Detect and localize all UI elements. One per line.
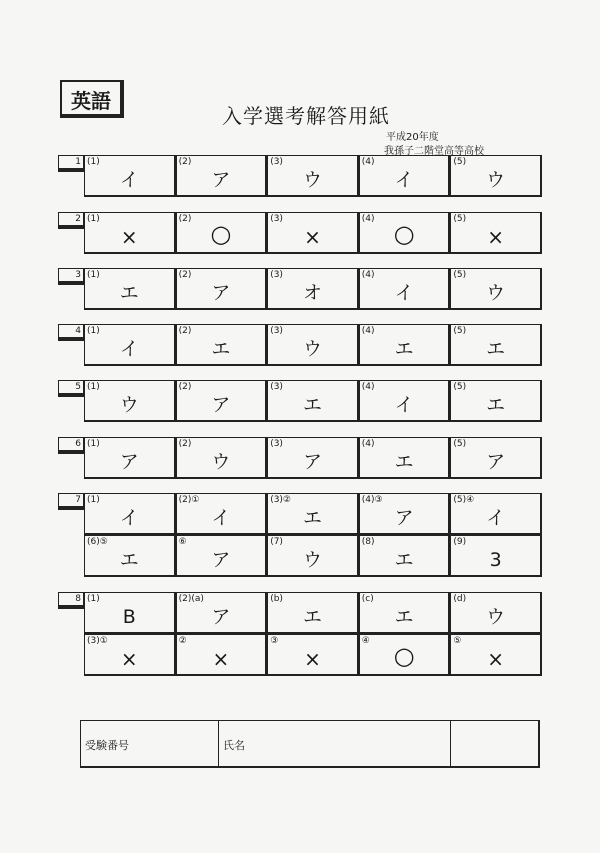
item-label: (1) [87,326,100,336]
answer-value: 3 [489,549,502,571]
answer-value: ウ [302,169,322,191]
answer-value: × [487,647,505,671]
answer-value: エ [119,549,139,571]
answer-value: エ [394,451,414,473]
item-label: (3) [270,382,283,392]
answer-value: ウ [119,394,139,416]
item-label: (3)① [87,636,108,646]
item-label: (5) [453,382,467,392]
answer-cell[interactable] [267,268,359,310]
answer-value: ウ [486,282,506,304]
exam-year: 平成20年度 [386,132,439,143]
item-label: (1) [87,594,100,604]
item-label: (2)① [178,495,200,505]
answer-cell[interactable] [359,493,451,535]
answer-value: ウ [211,451,231,473]
answer-cell[interactable] [450,155,542,197]
question-number: 1 [58,155,84,172]
answer-cell[interactable] [267,324,359,366]
answer-value: エ [302,394,322,416]
item-label: (1) [87,270,100,280]
answer-cell[interactable] [450,592,542,634]
answer-cell[interactable] [84,592,176,634]
subject-label: 英語 [60,80,124,118]
answer-cell[interactable] [267,437,359,479]
answer-value: ○ [210,220,232,248]
answer-value: ア [119,451,139,473]
answer-cell[interactable] [359,535,451,577]
answer-value: エ [211,338,231,360]
answer-value: ア [302,451,322,473]
item-label: (3) [270,157,283,167]
item-label: (2) [178,214,192,224]
answer-value: × [120,647,138,671]
answer-cell[interactable] [450,493,542,535]
answer-cell[interactable] [176,212,268,254]
answer-cell[interactable] [84,634,176,676]
item-label: (4)③ [361,495,383,505]
item-label: ③ [270,636,279,646]
answer-value: ○ [393,642,415,670]
answer-value: エ [394,338,414,360]
answer-value: ア [211,606,231,628]
answer-cell[interactable] [176,437,268,479]
answer-cell[interactable] [359,380,451,422]
item-label: (6)⑤ [87,537,108,547]
item-label: (2)(a) [178,594,204,604]
answer-value: エ [302,606,322,628]
item-label: (4) [361,382,375,392]
item-label: (7) [270,537,283,547]
question-number: 6 [58,437,84,454]
question-number: 8 [58,592,84,609]
answer-value: × [304,225,321,249]
item-label: ⑥ [178,537,187,547]
answer-cell[interactable] [450,268,542,310]
answer-cell[interactable] [84,155,176,197]
answer-value: × [487,225,505,249]
answer-value: エ [119,282,139,304]
answer-cell[interactable] [176,324,268,366]
question-number: 4 [58,324,84,341]
answer-cell[interactable] [450,634,542,676]
item-label: (4) [361,439,375,449]
item-label: (4) [361,157,375,167]
answer-cell[interactable] [267,493,359,535]
answer-cell[interactable] [359,324,451,366]
answer-value: ウ [302,338,322,360]
answer-value: イ [486,507,506,529]
answer-cell[interactable] [450,324,542,366]
item-label: ⑤ [453,636,462,646]
answer-cell[interactable] [450,380,542,422]
answer-cell[interactable] [359,155,451,197]
item-label: (8) [361,537,375,547]
answer-cell[interactable] [359,634,451,676]
question-number: 7 [58,493,84,510]
question-number: 3 [58,268,84,285]
answer-cell[interactable] [176,493,268,535]
name-label: 氏名 [223,739,245,752]
answer-value: イ [119,507,139,529]
item-label: ② [178,636,187,646]
item-label: (1) [87,382,100,392]
answer-value: イ [119,338,139,360]
answer-cell[interactable] [84,535,176,577]
item-label: (5)④ [453,495,475,505]
answer-cell[interactable] [267,634,359,676]
answer-cell[interactable] [84,380,176,422]
answer-value: × [120,225,138,249]
answer-value: エ [486,338,506,360]
answer-cell[interactable] [450,212,542,254]
item-label: (5) [453,270,467,280]
answer-value: イ [119,169,139,191]
answer-value: × [304,647,321,671]
answer-cell[interactable] [267,380,359,422]
item-label: (4) [361,270,375,280]
item-label: (1) [87,439,100,449]
item-label: (2) [178,382,192,392]
item-label: (2) [178,326,192,336]
answer-cell[interactable] [176,634,268,676]
item-label: ④ [361,636,370,646]
item-label: (4) [361,214,375,224]
item-label: (1) [87,157,100,167]
answer-cell[interactable] [84,493,176,535]
answer-value: エ [486,394,506,416]
item-label: (2) [178,439,192,449]
exam-number-label: 受験番号 [85,739,129,752]
answer-cell[interactable] [359,437,451,479]
answer-cell[interactable] [267,592,359,634]
answer-value: ア [394,507,414,529]
question-number: 2 [58,212,84,229]
answer-value: エ [302,507,322,529]
item-label: (3) [270,439,283,449]
answer-value: エ [394,549,414,571]
exam-number-field[interactable] [81,721,219,766]
answer-value: ア [211,282,231,304]
item-label: (5) [453,439,467,449]
answer-cell[interactable] [84,324,176,366]
answer-cell[interactable] [267,535,359,577]
item-label: (c) [361,594,374,604]
answer-value: ウ [486,606,506,628]
answer-cell[interactable] [359,212,451,254]
item-label: (3) [270,270,283,280]
answer-value: ア [211,169,231,191]
answer-value: × [212,647,230,671]
item-label: (3) [270,326,283,336]
answer-cell[interactable] [359,268,451,310]
answer-value: ア [211,394,231,416]
answer-value: ア [486,451,506,473]
answer-value: ウ [486,169,506,191]
item-label: (3) [270,214,283,224]
item-label: (1) [87,214,100,224]
answer-value: ア [211,549,231,571]
blank-field[interactable] [451,721,538,766]
answer-value: イ [394,394,414,416]
answer-cell[interactable] [176,155,268,197]
school-name: 我孫子二階堂高等高校 [384,146,484,157]
answer-cell[interactable] [359,592,451,634]
answer-cell[interactable] [176,380,268,422]
answer-value: ウ [302,549,322,571]
answer-value: イ [211,507,231,529]
item-label: (d) [453,594,467,604]
item-label: (5) [453,157,467,167]
answer-cell[interactable] [450,437,542,479]
answer-value: エ [394,606,414,628]
answer-cell[interactable] [84,268,176,310]
answer-cell[interactable] [450,535,542,577]
item-label: (4) [361,326,375,336]
answer-value: ○ [393,220,415,248]
question-number: 5 [58,380,84,397]
answer-value: B [122,606,136,628]
sheet-title: 入学選考解答用紙 [222,104,390,128]
name-field[interactable] [219,721,451,766]
answer-cell[interactable] [84,212,176,254]
answer-cell[interactable] [176,268,268,310]
item-label: (5) [453,326,467,336]
item-label: (1) [87,495,100,505]
answer-cell[interactable] [267,212,359,254]
item-label: (b) [270,594,283,604]
item-label: (2) [178,270,192,280]
answer-value: イ [394,169,414,191]
item-label: (3)② [270,495,292,505]
answer-cell[interactable] [176,535,268,577]
answer-cell[interactable] [84,437,176,479]
answer-cell[interactable] [176,592,268,634]
answer-cell[interactable] [267,155,359,197]
item-label: (9) [453,537,467,547]
item-label: (2) [178,157,192,167]
item-label: (5) [453,214,467,224]
candidate-info-table [80,720,540,768]
answer-value: オ [302,282,322,304]
answer-value: イ [394,282,414,304]
